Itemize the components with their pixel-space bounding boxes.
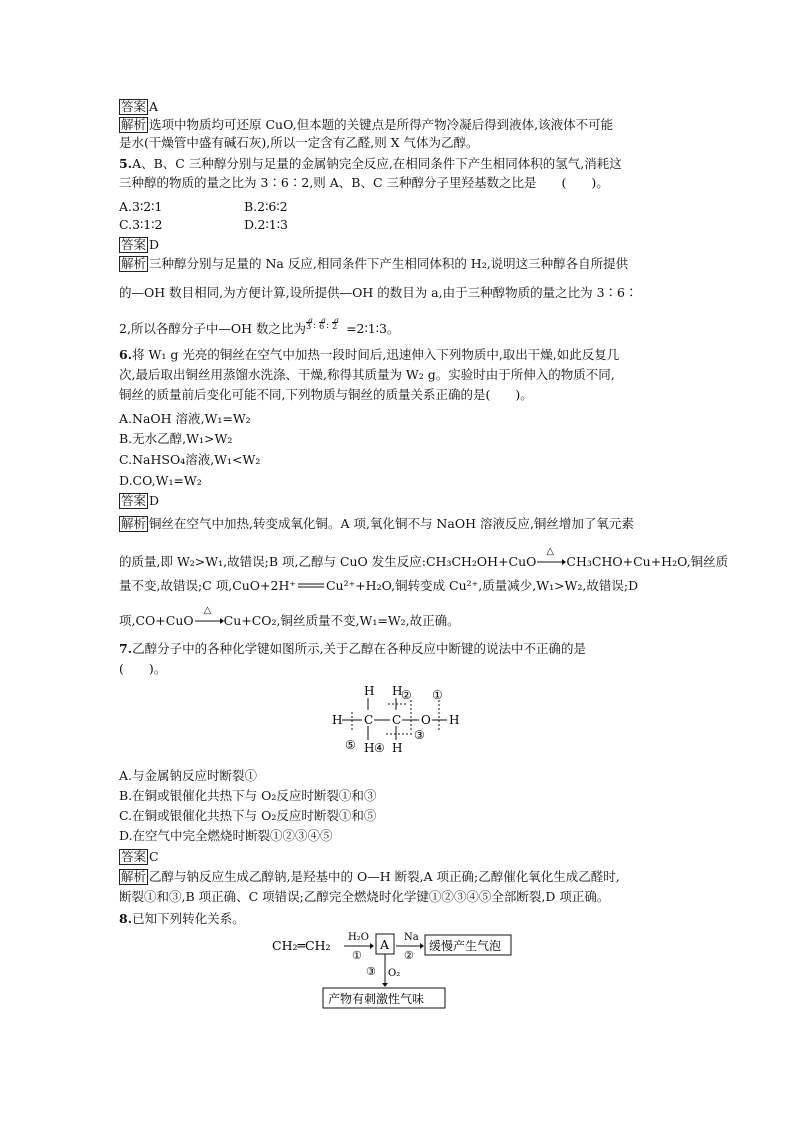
bond-label-4: ④ <box>374 741 385 755</box>
q6-stem-2: 次,最后取出铜丝用蒸馏水洗涤、干燥,称得其质量为 W₂ g。实验时由于所伸入的物质不同, <box>119 367 615 382</box>
answer-tag: 答案 <box>121 849 147 864</box>
q5-analysis-line-1 <box>119 255 628 272</box>
q5-analysis-text-3a: 2,所以各醇分子中—OH 数之比为 <box>119 321 307 336</box>
frac-num-1: a <box>308 316 313 325</box>
q5-analysis-line-2: 的—OH 数目相同,为方便计算,设所提供—OH 的数目为 a,由于三种醇物质的量之比为 3∶6∶ <box>119 285 638 300</box>
q5-fraction-ratio <box>306 316 346 337</box>
q7-analysis-text-1: 乙醇与钠反应生成乙醇钠,是羟基中的 O—H 断裂,A 项正确;乙醇催化氧化生成乙醛时, <box>149 869 620 884</box>
frac-den-3: 2 <box>332 322 338 331</box>
frac-den-1: 3 <box>306 322 312 331</box>
q7-option-b: B.在铜或银催化共热下与 O₂反应时断裂①和③ <box>119 788 377 803</box>
q5-option-c: C.3∶1∶2 <box>119 217 163 232</box>
q5-option-a: A.3∶2∶1 <box>119 199 163 214</box>
frac-colon-1: : <box>313 321 317 331</box>
reagent-o2: O₂ <box>388 968 401 979</box>
q6-answer-line <box>119 492 159 509</box>
q5-number: 5. <box>119 156 133 171</box>
q5-analysis-text-3b: =2∶1∶3。 <box>346 321 400 336</box>
q4-analysis-line-2: 是水(干燥管中盛有碱石灰),所以一定含有乙醛,则 X 气体为乙醇。 <box>119 135 479 150</box>
q6-stem-text-1: 将 W₁ g 光亮的铜丝在空气中加热一段时间后,迅速伸入下列物质中,取出干燥,如此反复几 <box>132 347 620 362</box>
atom-h-top-2: H <box>392 684 403 698</box>
bond-label-5: ⑤ <box>345 738 356 752</box>
q7-option-c: C.在铜或银催化共热下与 O₂反应时断裂①和⑤ <box>119 808 377 823</box>
frac-den-2: 6 <box>319 322 325 331</box>
q5-option-b: B.2∶6∶2 <box>244 199 288 214</box>
q7-answer-line <box>119 848 159 865</box>
double-line-icon <box>296 577 326 594</box>
q5-analysis-line-3 <box>119 316 400 337</box>
atom-h-bottom-2: H <box>392 741 403 755</box>
q4-answer-line <box>119 98 158 115</box>
q5-answer-line <box>119 236 159 253</box>
q6-option-a: A.NaOH 溶液,W₁=W₂ <box>119 411 251 426</box>
frac-num-2: a <box>321 316 326 325</box>
q8-number: 8. <box>119 911 133 926</box>
reagent-na: Na <box>404 932 419 943</box>
q4-analysis-text-1: 选项中物质均可还原 CuO,但本题的关键点是所得产物冷凝后得到液体,该液体不可能 <box>149 117 614 132</box>
q7-answer: C <box>149 849 159 864</box>
step-2-label: ② <box>404 949 414 962</box>
reagent-h2o: H₂O <box>348 932 369 943</box>
q6-analysis-line-2 <box>119 546 729 570</box>
frac-colon-2: : <box>326 321 330 331</box>
atom-h-top-1: H <box>364 684 375 698</box>
answer-tag: 答案 <box>121 99 147 114</box>
bond-label-2: ② <box>401 688 412 702</box>
q5-stem-text-1: A、B、C 三种醇分别与足量的金属钠完全反应,在相同条件下产生相同体积的氢气,消耗这 <box>132 156 622 171</box>
q6-analysis-text-3a: 量不变,故错误;C 项,CuO+2H⁺ <box>119 578 296 593</box>
frac-num-3: a <box>334 316 339 325</box>
step-3-label: ③ <box>366 965 376 978</box>
analysis-tag: 解析 <box>121 516 147 531</box>
q5-answer: D <box>149 237 160 252</box>
q6-stem-1 <box>119 346 619 363</box>
step-1-label: ① <box>352 949 362 962</box>
bond-label-3: ③ <box>414 728 425 742</box>
arrow-1-head <box>370 943 374 949</box>
heat-arrow-1 <box>536 546 566 570</box>
atom-c-2: C <box>392 713 402 727</box>
q7-analysis-line-2: 断裂①和③,B 项正确、C 项错误;乙醇完全燃烧时化学键①②③④⑤全部断裂,D 项正确。 <box>119 889 610 904</box>
analysis-tag: 解析 <box>121 117 147 132</box>
q7-stem-1 <box>119 640 586 657</box>
q5-stem-2: 三种醇的物质的量之比为 3∶6∶2,则 A、B、C 三种醇分子里羟基数之比是 ( )。 <box>119 175 609 190</box>
heat-arrow-2 <box>194 605 224 629</box>
heat-symbol-1: △ <box>546 546 555 557</box>
q7-option-a: A.与金属钠反应时断裂① <box>119 768 258 783</box>
q6-analysis-line-4 <box>119 605 460 629</box>
q6-analysis-line-3 <box>119 577 638 594</box>
node-a: A <box>380 937 390 952</box>
result-3-text: 产物有刺激性气味 <box>328 992 425 1006</box>
q6-analysis-text-4b: Cu+CO₂,铜丝质量不变,W₁=W₂,故正确。 <box>223 613 460 628</box>
atom-o: O <box>421 713 431 727</box>
arrow-2-head <box>420 943 424 949</box>
atom-c-1: C <box>364 713 374 727</box>
q6-number: 6. <box>119 347 133 362</box>
q6-stem-3: 铜丝的质量前后变化可能不同,下列物质与铜丝的质量关系正确的是( )。 <box>119 387 533 402</box>
heat-symbol-2: △ <box>203 605 212 616</box>
answer-tag: 答案 <box>121 493 147 508</box>
arrow-3-head <box>382 983 388 987</box>
q6-analysis-text-1: 铜丝在空气中加热,转变成氧化铜。A 项,氧化铜不与 NaOH 溶液反应,铜丝增加了氧元素 <box>149 516 634 531</box>
q5-stem-1 <box>119 155 622 172</box>
atom-h-right: H <box>449 713 460 727</box>
q5-analysis-text-1: 三种醇分别与足量的 Na 反应,相同条件下产生相同体积的 H₂,说明这三种醇各自所提供 <box>149 256 629 271</box>
q8-conversion-diagram <box>268 928 528 1010</box>
q6-analysis-text-4a: 项,CO+CuO <box>119 613 194 628</box>
arrow-icon <box>536 553 566 570</box>
atom-h-bottom-1: H <box>364 741 375 755</box>
q6-analysis-text-2b: CH₃CHO+Cu+H₂O,铜丝质 <box>566 554 729 569</box>
q6-option-d: D.CO,W₁=W₂ <box>119 473 202 488</box>
bond-label-1: ① <box>432 688 443 702</box>
q7-analysis-line-1 <box>119 868 620 885</box>
result-2-text: 缓慢产生气泡 <box>429 939 502 953</box>
q8-stem-text: 已知下列转化关系。 <box>132 911 245 926</box>
q5-option-d: D.2∶1∶3 <box>244 217 288 232</box>
analysis-tag: 解析 <box>121 256 147 271</box>
reactant-ethene: CH₂═CH₂ <box>272 938 331 953</box>
q6-option-c: C.NaHSO₄溶液,W₁<W₂ <box>119 452 261 467</box>
q6-analysis-text-3b: Cu²⁺+H₂O,铜转变成 Cu²⁺,质量减少,W₁>W₂,故错误;D <box>325 578 639 593</box>
q6-answer: D <box>149 493 160 508</box>
q8-stem <box>119 910 245 927</box>
q7-stem-text-1: 乙醇分子中的各种化学键如图所示,关于乙醇在各种反应中断键的说法中不正确的是 <box>132 641 587 656</box>
answer-tag: 答案 <box>121 237 147 252</box>
q6-analysis-text-2a: 的质量,即 W₂>W₁,故错误;B 项,乙醇与 CuO 发生反应:CH₃CH₂OH+CuO <box>119 554 537 569</box>
ethanol-bond-diagram <box>328 683 468 755</box>
q7-number: 7. <box>119 641 133 656</box>
equals-sign <box>296 577 326 594</box>
q7-option-d: D.在空气中完全燃烧时断裂①②③④⑤ <box>119 828 333 843</box>
arrow-icon <box>194 612 224 629</box>
q6-analysis-line-1 <box>119 515 634 532</box>
atom-h-left: H <box>332 713 343 727</box>
q7-stem-2: ( )。 <box>119 661 167 676</box>
analysis-tag: 解析 <box>121 869 147 884</box>
q6-option-b: B.无水乙醇,W₁>W₂ <box>119 431 233 446</box>
q4-analysis-line-1 <box>119 116 613 133</box>
q4-answer: A <box>149 99 159 114</box>
